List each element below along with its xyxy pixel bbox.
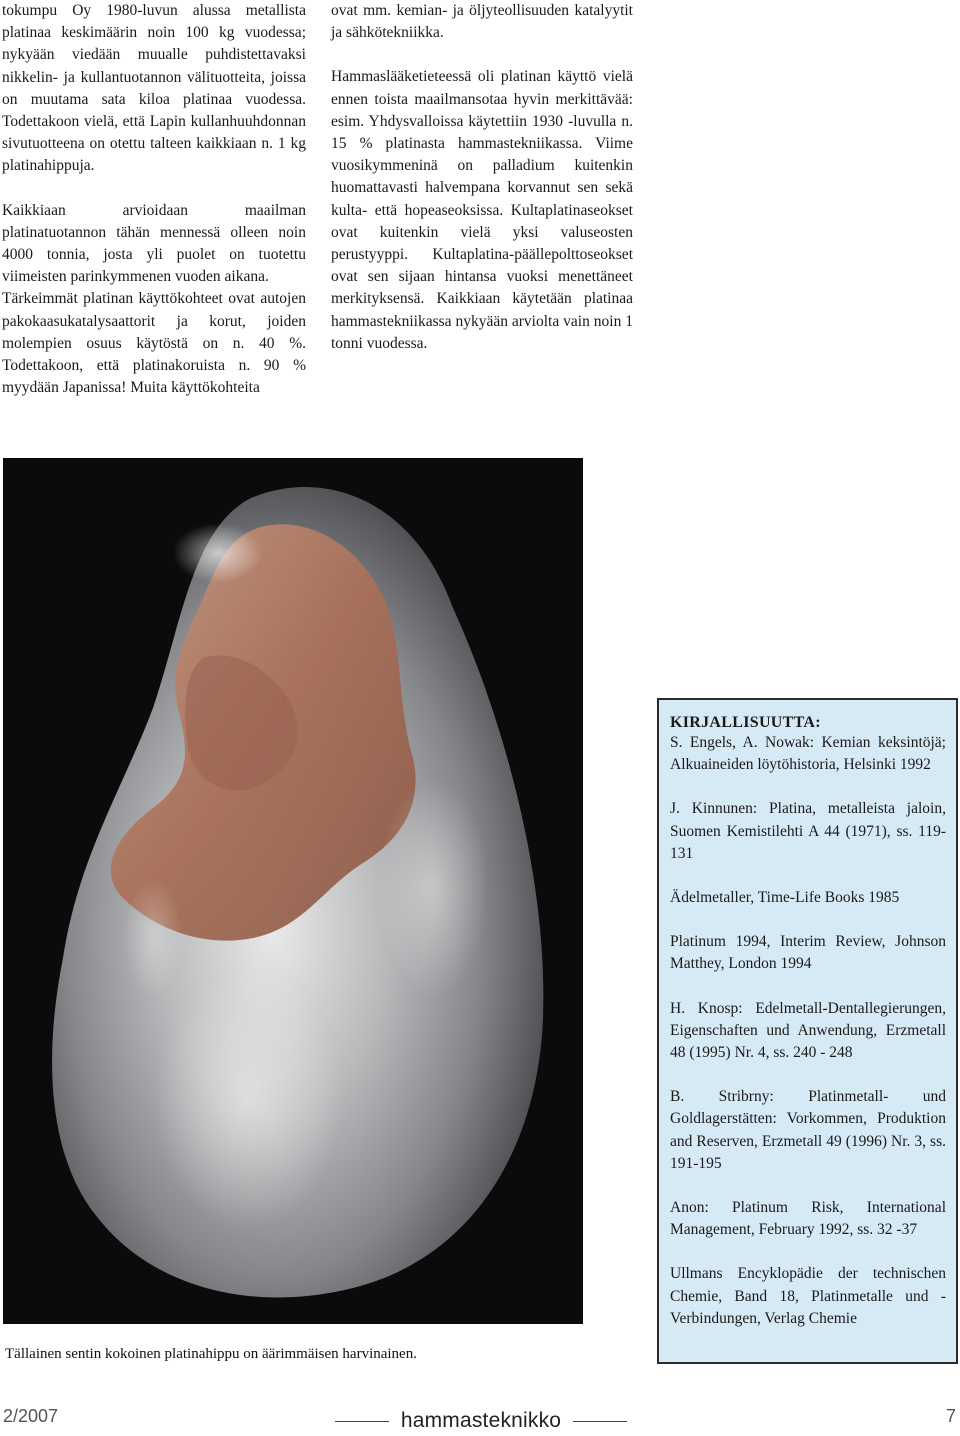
reference-item: H. Knosp: Edelmetall-Dentallegierungen, Eigenschaften und Anwendung, Erzmetall 48 (1995) Nr. 4, ss. 240 - 248 — [670, 999, 946, 1062]
footer-masthead — [330, 1406, 632, 1436]
reference-item: B. Stribrny: Platinmetall- und Goldlagerstätten: Vorkommen, Produktion and Reserven, Erzmetall 49 (1996) Nr. 3, ss. 191-195 — [670, 1088, 946, 1172]
references-box — [657, 698, 958, 1364]
reference-item: Anon: Platinum Risk, International Management, February 1992, ss. 32 -37 — [670, 1199, 946, 1239]
page-number: 7 — [945, 1406, 956, 1426]
platinum-nugget-photo — [3, 458, 583, 1324]
footer-rule-left — [335, 1421, 389, 1422]
magazine-name: hammasteknikko — [400, 1409, 562, 1432]
nugget-illustration — [3, 458, 583, 1324]
reference-item: J. Kinnunen: Platina, metalleista jaloin, Suomen Kemistilehti A 44 (1971), ss. 119-131 — [670, 800, 946, 862]
reference-item: S. Engels, A. Nowak: Kemian keksintöjä; Alkuaineiden löytöhistoria, Helsinki 1992 — [670, 734, 946, 774]
photo-caption: Tällainen sentin kokoinen platinahippu on äärimmäisen harvinainen. — [5, 1346, 417, 1362]
references-heading: KIRJALLISUUTTA: — [670, 714, 821, 731]
issue-number: 2/2007 — [3, 1406, 59, 1426]
footer-rule-right — [573, 1421, 627, 1422]
left-text-column — [2, 0, 306, 399]
paragraph: tokumpu Oy 1980-luvun alussa metallista platinaa keskimäärin noin 100 kg vuodessa; nykyään viedään muualle puhdistettavaksi nikkelin- ja kullantuotannon välituotteita, joissa on muutama sata kiloa platinaa vuodessa. Todettakoon vielä, että Lapin kullanhuuhdonnan sivutuotteena on otettu talteen kaikkiaan n. 1 kg platinahippuja. — [2, 2, 306, 175]
reference-item: Platinum 1994, Interim Review, Johnson Matthey, London 1994 — [670, 933, 946, 973]
paragraph: Hammaslääketieteessä oli platinan käyttö vielä ennen toista maailmansotaa hyvin merkittävää: esim. Yhdysvalloissa käytettiin 1930 -luvulla n. 15 % platinasta hammastekniikassa. Viime vuosikymmeninä on palladium kuitenkin huomattavasti halvempana korvannut sen sekä kulta- että hopeaseoksissa. Kultaplatinaseokset ovat kuitenkin vielä yksi valuseosten perustyyppi. Kultaplatina-päällepolttoseokset ovat sen sijaan hintansa vuoksi menettäneet merkityksensä. Kaikkiaan käytetään platinaa hammastekniikassa nykyään arviolta vain noin 1 tonni vuodessa. — [331, 68, 633, 352]
reference-item: Ädelmetaller, Time-Life Books 1985 — [670, 889, 900, 907]
reference-item: Ullmans Encyklopädie der technischen Chemie, Band 18, Platinmetalle und - Verbindungen, Verlag Chemie — [670, 1265, 946, 1327]
paragraph: Tärkeimmät platinan käyttökohteet ovat autojen pakokaasukatalysaattorit ja korut, joiden molempien osuus käytöstä on n. 40 %. Todettakoon, että platinakoruista n. 90 % myydään Japanissa! Muita käyttökohteita — [2, 290, 306, 397]
paragraph: Kaikkiaan arvioidaan maailman platinatuotannon tähän mennessä olleen noin 4000 tonnia, josta yli puolet on tuotettu viimeisten parinkymmenen vuoden aikana. — [2, 201, 306, 286]
right-text-column — [331, 0, 633, 355]
paragraph: ovat mm. kemian- ja öljyteollisuuden katalyytit ja sähkötekniikka. — [331, 2, 633, 42]
